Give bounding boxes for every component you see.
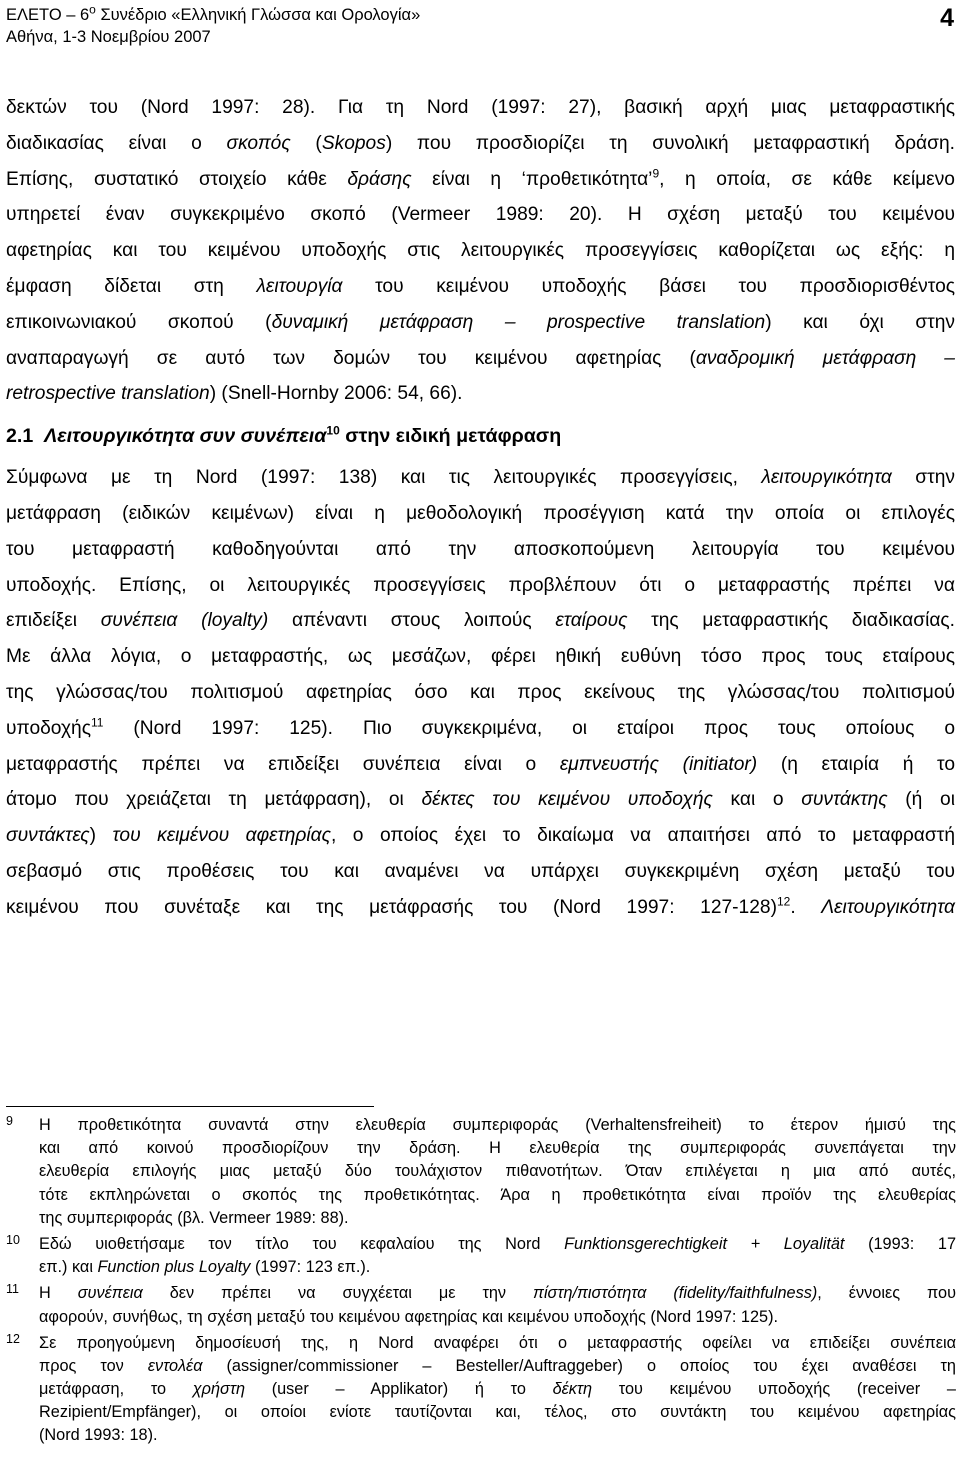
text-run: της γλώσσας/του πολιτισμού αφετηρίας όσο και προς εκείνους της γλώσσας/του πολιτισμού	[6, 681, 955, 703]
text-run: τότε εκπληρώνεται ο σκοπός της προθετικότητας. Άρα η προθετικότητα είναι προϊόν της ελευθερίας	[39, 1185, 956, 1204]
text-run: του κειμένου υποδοχής βάσει του προσδιορισθέντος	[342, 275, 955, 297]
footnote-line	[39, 1137, 956, 1160]
text-run: )	[89, 825, 113, 847]
section-heading: 2.1 Λειτουργικότητα συν συνέπεια$^{10}$ στην ειδική μετάφραση	[6, 423, 562, 448]
text-run: μετάφραση (ειδικών κειμένων) είναι η μεθοδολογική προσέγγιση κατά την οποία οι επιλογές	[6, 502, 955, 524]
text-run: επ.) και	[39, 1258, 98, 1277]
text-run: διαδικασίας είναι ο	[6, 132, 227, 154]
text-run: ) που προσδιορίζει τη συνολική μεταφραστική δράση.	[385, 132, 955, 154]
paragraph-functionality-loyalty	[6, 460, 955, 925]
italic-term: του κειμένου αφετηρίας	[112, 825, 331, 847]
page-number: 4	[940, 4, 954, 32]
text-run: Σύμφωνα με τη Nord (1997: 138) και τις λειτουργικές προσεγγίσεις,	[6, 467, 762, 489]
text-run: Επίσης, συστατικό στοιχείο κάθε	[6, 168, 348, 190]
text-run: .	[790, 896, 822, 918]
footnote-line	[39, 1160, 956, 1183]
text-line	[6, 711, 955, 747]
text-run: Η προθετικότητα συναντά στην ελευθερία συμπεριφοράς (Verhaltensfreiheit) το έτερον ήμισύ της	[39, 1116, 956, 1134]
italic-term: δράσης	[347, 168, 412, 190]
footnote-number: 12	[6, 1331, 20, 1346]
italic-term: Function plus Loyalty	[97, 1258, 251, 1277]
text-run: προς τον	[39, 1356, 148, 1375]
italic-term: δέκτες του κειμένου υποδοχής	[421, 789, 713, 811]
footnote-text	[39, 1114, 956, 1230]
italic-term: εταίρους	[555, 610, 628, 632]
text-run: στην	[891, 467, 955, 489]
footnote-line	[39, 1424, 956, 1447]
text-run: υποδοχής	[6, 717, 91, 739]
footnote-line	[39, 1378, 956, 1401]
text-run: Η	[39, 1284, 78, 1303]
text-run: της συμπεριφοράς (βλ. Vermeer 1989: 88).	[39, 1208, 349, 1227]
italic-term: συντάκτης	[801, 789, 888, 811]
conference-dates: Αθήνα, 1-3 Νοεμβρίου 2007	[6, 28, 211, 46]
footnote-line	[39, 1355, 956, 1378]
text-line	[6, 890, 955, 926]
text-run: (1993: 17	[844, 1234, 956, 1253]
footnote-number: 10	[6, 1232, 20, 1247]
italic-term: retrospective translation	[6, 383, 210, 405]
text-line	[6, 162, 955, 198]
text-run: ) και όχι στην	[765, 311, 956, 333]
text-run: (Nord 1993: 18).	[39, 1426, 158, 1445]
text-run: επιδείξει	[6, 610, 101, 632]
text-run: του μεταφραστή καθοδηγούνται από την αποσκοπούμενη λειτουργία του κειμένου	[6, 538, 955, 560]
text-run: άτομο που χρειάζεται τη μετάφραση), οι	[6, 789, 422, 811]
italic-term: συνέπεια (loyalty)	[100, 610, 269, 632]
text-run: , η οποία, σε κάθε κείμενο	[659, 168, 955, 190]
italic-term: λειτουργικότητα	[761, 467, 892, 489]
text-run: επικοινωνιακού σκοπού (	[6, 311, 272, 333]
text-run: υπηρετεί έναν συγκεκριμένο σκοπό (Vermeer 1989: 20). Η σχέση μεταξύ του κειμένου	[6, 204, 955, 226]
text-line	[6, 568, 955, 604]
text-line	[6, 818, 955, 854]
text-line	[6, 341, 955, 377]
text-line	[6, 90, 955, 126]
text-line	[6, 305, 955, 341]
text-run: και ο	[712, 789, 802, 811]
text-run: (user – Applikator) ή το	[244, 1380, 553, 1399]
italic-term: δέκτη	[552, 1380, 593, 1399]
text-run: Εδώ υιοθετήσαμε τον τίτλο του κεφαλαίου της Nord	[39, 1234, 565, 1253]
text-run: και από κοινού προσδιορίζουν την δράση. Η ελευθερία της συμπεριφοράς συνεπάγεται την	[39, 1139, 956, 1158]
text-run: είναι η ‘προθετικότητα’	[411, 168, 653, 190]
footnote-ref: 9	[652, 166, 660, 181]
footnote-line	[39, 1114, 956, 1137]
italic-term: εμπνευστής (initiator)	[559, 753, 758, 775]
text-run: αναπαραγωγή σε αυτό των δομών του κειμένου αφετηρίας (	[6, 347, 696, 369]
text-line	[6, 782, 955, 818]
text-run: μεταφραστής πρέπει να επιδείξει συνέπεια είναι ο	[6, 753, 560, 775]
italic-term: δυναμική μετάφραση – prospective translation	[271, 311, 766, 333]
footnote-text	[39, 1233, 956, 1279]
text-line	[6, 460, 955, 496]
italic-term: πίστη/πιστότητα (fidelity/faithfulness)	[533, 1284, 818, 1303]
text-run: (ή οι	[887, 789, 955, 811]
text-run: αφετηρίας και του κειμένου υποδοχής στις λειτουργικές προσεγγίσεις καθορίζεται ως εξής: η	[6, 240, 955, 262]
text-run: ελευθερία επιλογής μιας μεταξύ δύο τουλάχιστον πιθανοτήτων. Όταν επιλέγεται η μια από αυτές,	[39, 1162, 956, 1181]
text-line	[6, 675, 955, 711]
text-line	[6, 376, 955, 412]
text-run: κειμένου που συνέταξε και της μετάφρασής του (Nord 1997: 127-128)	[6, 896, 777, 918]
italic-term: συντάκτες	[6, 825, 90, 847]
footnote-12	[0, 1332, 956, 1448]
text-run: (Nord 1997: 125). Πιο συγκεκριμένα, οι εταίροι προς τους οποίους ο	[103, 717, 955, 739]
text-run: σεβασμό στις προθέσεις του και αναμένει να υπάρχει συγκεκριμένη σχέση μεταξύ του	[6, 860, 955, 882]
text-run: έμφαση δίδεται στη	[6, 275, 257, 297]
text-run: Με άλλα λόγια, ο μεταφραστής, ως μεσάζων, φέρει ηθική ευθύνη τόσο προς τους εταίρους	[6, 646, 955, 668]
text-run: υποδοχής. Επίσης, οι λειτουργικές προσεγγίσεις προβλέπουν ότι ο μεταφραστής πρέπει να	[6, 574, 955, 596]
text-line	[6, 126, 955, 162]
italic-term: συνέπεια	[77, 1284, 143, 1303]
text-run: δεκτών του (Nord 1997: 28). Για τη Nord (1997: 27), βασική αρχή μιας μεταφραστικής	[6, 97, 955, 118]
text-run: δεν πρέπει να συγχέεται με την	[142, 1284, 534, 1303]
footnote-line	[39, 1401, 956, 1424]
paragraph-functional-approach	[6, 90, 955, 412]
footnote-text	[39, 1282, 956, 1328]
text-run: της μεταφραστικής διαδικασίας.	[627, 610, 956, 632]
text-line	[6, 496, 955, 532]
text-run: (η εταιρία ή το	[757, 753, 955, 775]
italic-term: λειτουργία	[256, 275, 343, 297]
footnote-line	[39, 1306, 956, 1329]
footnote-line	[39, 1207, 956, 1230]
text-run: (1997: 123 επ.).	[250, 1258, 371, 1277]
text-run: (	[290, 132, 322, 154]
italic-term: αναδρομική μετάφραση –	[695, 347, 955, 369]
italic-term: Skopos	[321, 132, 386, 154]
footnote-11	[0, 1282, 956, 1328]
text-run: ) (Snell-Hornby 2006: 54, 66).	[209, 383, 463, 405]
footnote-10	[0, 1233, 956, 1279]
footnote-9	[0, 1114, 956, 1230]
text-run: Σε προηγούμενη δημοσίευσή της, η Nord αναφέρει ότι ο μεταφραστής οφείλει να επιδείξει συνέπεια	[39, 1333, 956, 1352]
conference-title: ΕΛΕΤΟ – $6^o$ Συνέδριο «Ελληνική Γλώσσα και Ορολογία»	[6, 2, 421, 24]
text-line	[6, 639, 955, 675]
footnote-ref: 12	[776, 894, 791, 909]
page-header	[6, 4, 956, 56]
text-run: μετάφραση, το	[39, 1380, 193, 1399]
main-text	[6, 90, 955, 926]
text-line	[6, 747, 955, 783]
text-line	[6, 854, 955, 890]
text-run: απέναντι στους λοιπούς	[268, 610, 556, 632]
italic-term: Funktionsgerechtigkeit + Loyalität	[564, 1234, 845, 1253]
text-run: του κειμένου υποδοχής (receiver –	[592, 1380, 956, 1399]
text-run: , ο οποίος έχει το δικαίωμα να απαιτήσει από το μεταφραστή	[330, 825, 955, 847]
text-run: , έννοιες που	[817, 1284, 957, 1303]
footnote-number: 9	[6, 1114, 13, 1128]
italic-term: εντολέα	[147, 1356, 203, 1375]
footnote-line	[39, 1184, 956, 1207]
text-run: (assigner/commissioner – Besteller/Auftraggeber) ο οποίος του έχει αναθέσει τη	[202, 1356, 956, 1375]
footnote-line	[39, 1256, 956, 1279]
footnote-number: 11	[6, 1282, 19, 1297]
text-line	[6, 603, 955, 639]
footnotes	[0, 1114, 956, 1451]
italic-term: χρήστη	[192, 1380, 245, 1399]
text-line	[6, 197, 955, 233]
text-line	[6, 269, 955, 305]
footnote-line	[39, 1282, 956, 1305]
italic-term: σκοπός	[226, 132, 291, 154]
italic-term: Λειτουργικότητα	[821, 896, 955, 918]
text-run: Rezipient/Empfänger), οι οποίοι ενίοτε ταυτίζονται και, τέλος, στο συντάκτη του κειμένου αφετηρίας	[39, 1403, 956, 1422]
footnote-line	[39, 1332, 956, 1355]
footnote-separator	[6, 1106, 374, 1107]
footnote-text	[39, 1332, 956, 1448]
text-run: αφορούν, συνήθως, τη σχέση μεταξύ του κειμένου αφετηρίας και κειμένου υποδοχής (Nord 1997: 125).	[39, 1307, 779, 1326]
footnote-ref: 11	[90, 715, 104, 730]
footnote-line	[39, 1233, 956, 1256]
text-line	[6, 532, 955, 568]
text-line	[6, 233, 955, 269]
